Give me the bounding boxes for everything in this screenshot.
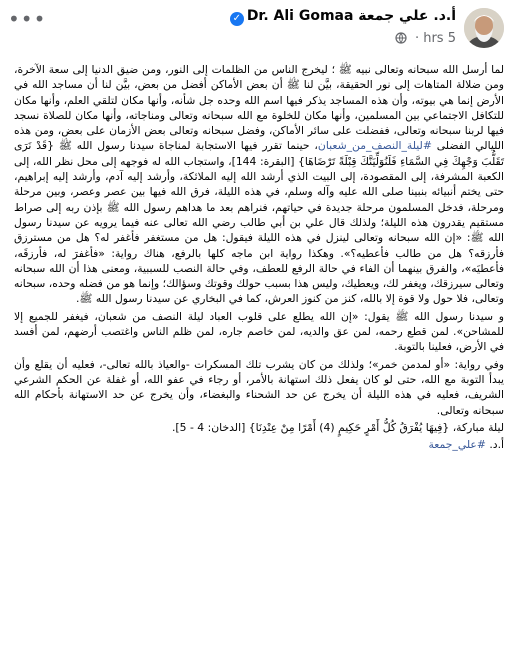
- post-header: [0, 0, 516, 64]
- hashtag-link[interactable]: #ليلة_النصف_من_شعبان: [317, 139, 432, 153]
- post-paragraph: ليلة مباركة، {فِيهَا يُفْرَقُ كُلُّ أَمْرٍ حَكِيمٍ (4) أَمْرًا مِنْ عِنْدِنَا} [الدخان: 4 - 5].: [171, 420, 504, 434]
- avatar[interactable]: [464, 8, 504, 48]
- avatar-portrait-icon: [464, 8, 504, 48]
- post-time[interactable]: 5 hrs: [423, 31, 456, 46]
- author-name[interactable]: أ.د. علي جمعة Dr. Ali Gomaa: [246, 8, 456, 24]
- post-paragraph: وفي رواية: «أو لمدمن خمر»؛ ولذلك من كان يشرب تلك المسكرات -والعياذ بالله تعالى-، فعليه أن يقلع وأن يبدأ التوبة مع الله، حتى لو كان يفعل ذلك استهانة بالأمر، أو رجاء في عفو الله، أو غفلة عن الحكم الشرعي الشريف، فعليه في هذه الليلة أن يخرج عن حد الشحناء والبغضاء، وأن يخرج عن حد الاستهانة بأحكام الله سبحانه وتعالى.: [14, 357, 504, 417]
- post-paragraph: لما أرسل الله سبحانه وتعالى نبيه ﷺ ؛ ليخرج الناس من الظلمات إلى النور، ومن ضيق الدنيا إلى سعة الآخرة، ومن ضلالة المتاهات إلى نور الحقيقة، بيَّن لنا ﷺ أن بعض الأماكن أفضل من بعض، بيَّن لنا أن مساجد الله في الأرض إنما هي بيوته، وأن هذه المساجد يذكر فيها اسم الله وحده جل شأنه، وأنها مكان لتلقي العلم، وأنها مكان للتكافل الاجتماعي بين المسلمين، وأنها مكان للخلوة مع الله سبحانه وتعالى ومناجاته، وأنها مكان للصلاة نسجد فيها لربنا سبحانه وتعالى، ففضلت على سائر الأماكن، وفضل سبحانه وتعالى بعض الأزمان على بعض، ومن هذه الليالي الفضلى #ليلة_النصف_من_شعبان، حينما تقرر فيها الاستجابة لمناجاة سيدنا رسول الله ﷺ {قَدْ نَرَى تَقَلُّبَ وَجْهِكَ فِي السَّمَاءِ فَلَنُوَلِّيَنَّكَ قِبْلَةً تَرْضَاهَا} [البقرة: 144]، واستجاب الله له فوجهه إلى محل نظر الله، إلى الكعبة المشرفة، إلى المقصودة، إلى البيت الذي أرشد الله إليه الملائكة، وأرشد إليه آدم، وأرشد إليه إبراهيم، حتى يختم أنبيائه بنبينا صلى الله عليه وآله وسلم، في هذه الليلة، فرق الله فيها بين عصر وعصر، وبين مرحلة ومرحلة، فدخل المسلمون مرحلة جديدة في حياتهم، فنراهم بعد ما هداهم رسول الله ﷺ بإذن ربه إلى صراط مستقيم يقدرون هذه الليلة؛ ولذلك قال علي بن أبي طالب رضي الله تعالى عنه فيما يرويه عن سيدنا رسول الله ﷺ: «إن الله سبحانه وتعالى لينزل في هذه الليلة فيقول: هل من مستغفر فأغفر له؟ هل من مسترزق فأرزقه؟ هل من طالب فأعطيه؟». وهكذا رواية ابن ماجه كلها بالرفع، هناك رواية: «فأغفرَ له، فأرزقَه، فأعطيَه»، والفرق بينهما أن الفاء في حالة الرفع للعطف، وفي حالة النصب للسببية، ومعنى هذا أن الله سبحانه وتعالى سيرزقك، ويغفر لك، ويعطيك، وليس هذا بسبب حولك وقوتك وسؤالك؛ وإنما هو من فضله وحده، سبحانه وتعالى، فلا حول ولا قوة إلا بالله، كنز من كنوز العرش، كما في البخاري عن سيدنا رسول الله ﷺ.: [14, 63, 504, 306]
- post-paragraph: و سيدنا رسول الله ﷺ يقول: «إن الله يطلع على قلوب العباد ليلة النصف من شعبان، فيغفر للجميع إلا للمشاحن». لمن قطع رحمه، لمن عق والديه، لمن خاصم جاره، لمن ظلم الناس واغتصب أرضهم، لمن أفسد في الأرض، فعلينا بالتوبة.: [14, 309, 504, 354]
- author-name-row[interactable]: [227, 8, 456, 28]
- more-options-icon[interactable]: •••: [8, 7, 47, 31]
- post-meta: 5 hrs ·: [395, 31, 456, 48]
- post-signature: أ.د. #علي_جمعة: [428, 438, 504, 452]
- globe-icon: [395, 32, 407, 48]
- verified-badge-icon: ✓: [230, 12, 244, 26]
- post-body: [14, 62, 504, 452]
- hashtag-link[interactable]: #علي_جمعة: [428, 438, 486, 452]
